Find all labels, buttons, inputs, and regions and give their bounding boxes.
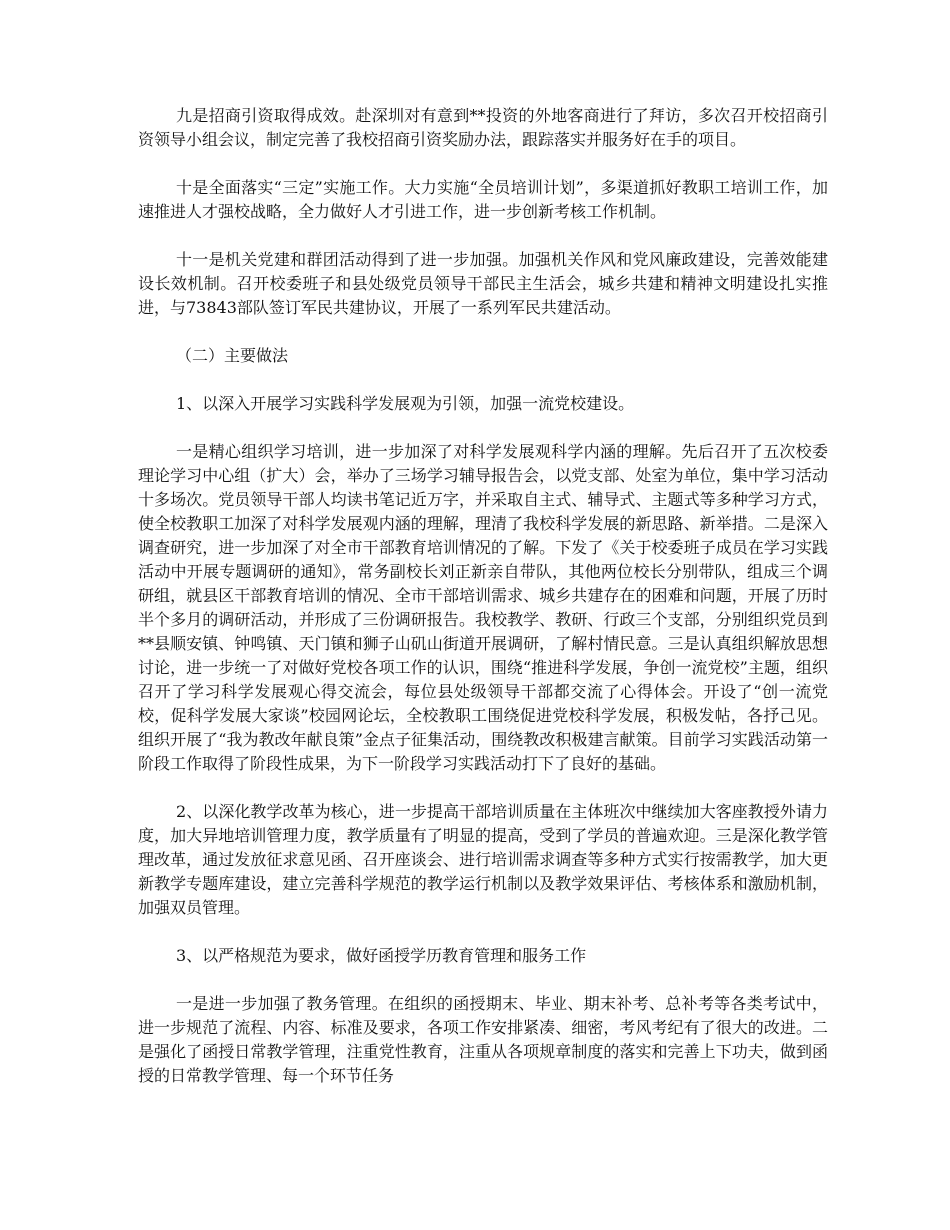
section-heading-main-practices: （二）主要做法 <box>176 346 289 365</box>
document-body <box>138 104 828 1112</box>
paragraph-item-ten: 十是全面落实“三定”实施工作。大力实施“全员培训计划”，多渠道抓好教职工培训工作，加速推进人才强校战略，全力做好人才引进工作，进一步创新考核工作机制。 <box>138 178 828 221</box>
paragraph-item-nine: 九是招商引资取得成效。赴深圳对有意到**投资的外地客商进行了拜访，多次召开校招商引资领导小组会议，制定完善了我校招商引资奖励办法，跟踪落实并服务好在手的项目。 <box>138 106 828 149</box>
paragraph-item-eleven: 十一是机关党建和群团活动得到了进一步加强。加强机关作风和党风廉政建设，完善效能建设长效机制。召开校委班子和县处级党员领导干部民主生活会，城乡共建和精神文明建设扎实推进，与73843部队签订军民共建协议，开展了一系列军民共建活动。 <box>138 250 828 317</box>
subsection-heading-3: 3、以严格规范为要求，做好函授学历教育管理和服务工作 <box>176 946 587 965</box>
paragraph-teaching-reform: 2、以深化教学改革为核心，进一步提高干部培训质量在主体班次中继续加大客座教授外请力度，加大异地培训管理力度，教学质量有了明显的提高，受到了学员的普遍欢迎。三是深化教学管理改革，通过发放征求意见函、召开座谈会、进行培训需求调查等多种方式实行按需教学，加大更新教学专题库建设，建立完善科学规范的教学运行机制以及教学效果评估、考核体系和激励机制，加强双员管理。 <box>138 802 828 917</box>
subsection-heading-1: 1、以深入开展学习实践科学发展观为引领，加强一流党校建设。 <box>176 394 635 413</box>
paragraph-study-training: 一是精心组织学习培训，进一步加深了对科学发展观科学内涵的理解。先后召开了五次校委理论学习中心组（扩大）会，举办了三场学习辅导报告会，以党支部、处室为单位，集中学习活动十多场次。党员领导干部人均读书笔记近万字，并采取自主式、辅导式、主题式等多种学习方式，使全校教职工加深了对科学发展观内涵的理解，理清了我校科学发展的新思路、新举措。二是深入调查研究，进一步加深了对全市干部教育培训情况的了解。下发了《关于校委班子成员在学习实践活动中开展专题调研的通知》，常务副校长刘正新亲自带队，其他两位校长分别带队，组成三个调研组，就县区干部教育培训的情况、全市干部培训需求、城乡共建存在的困难和问题，开展了历时半个多月的调研活动，并形成了三份调研报告。我校教学、教研、行政三个支部，分别组织党员到**县顺安镇、钟鸣镇、天门镇和狮子山矶山街道开展调研，了解村情民意。三是认真组织解放思想讨论，进一步统一了对做好党校各项工作的认识，围绕“推进科学发展，争创一流党校”主题，组织召开了学习科学发展观心得交流会，每位县处级领导干部都交流了心得体会。开设了“创一流党校，促科学发展大家谈”校园网论坛，全校教职工围绕促进党校科学发展，积极发帖，各抒己见。组织开展了“我为教改年献良策”金点子征集活动，围绕教改积极建言献策。目前学习实践活动第一阶段工作取得了阶段性成果，为下一阶段学习实践活动打下了良好的基础。 <box>138 442 828 773</box>
paragraph-academic-management: 一是进一步加强了教务管理。在组织的函授期末、毕业、期末补考、总补考等各类考试中，进一步规范了流程、内容、标准及要求，各项工作安排紧凑、细密，考风考纪有了很大的改进。二是强化了函授日常教学管理，注重党性教育，注重从各项规章制度的落实和完善上下功夫，做到函授的日常教学管理、每一个环节任务 <box>138 994 828 1085</box>
